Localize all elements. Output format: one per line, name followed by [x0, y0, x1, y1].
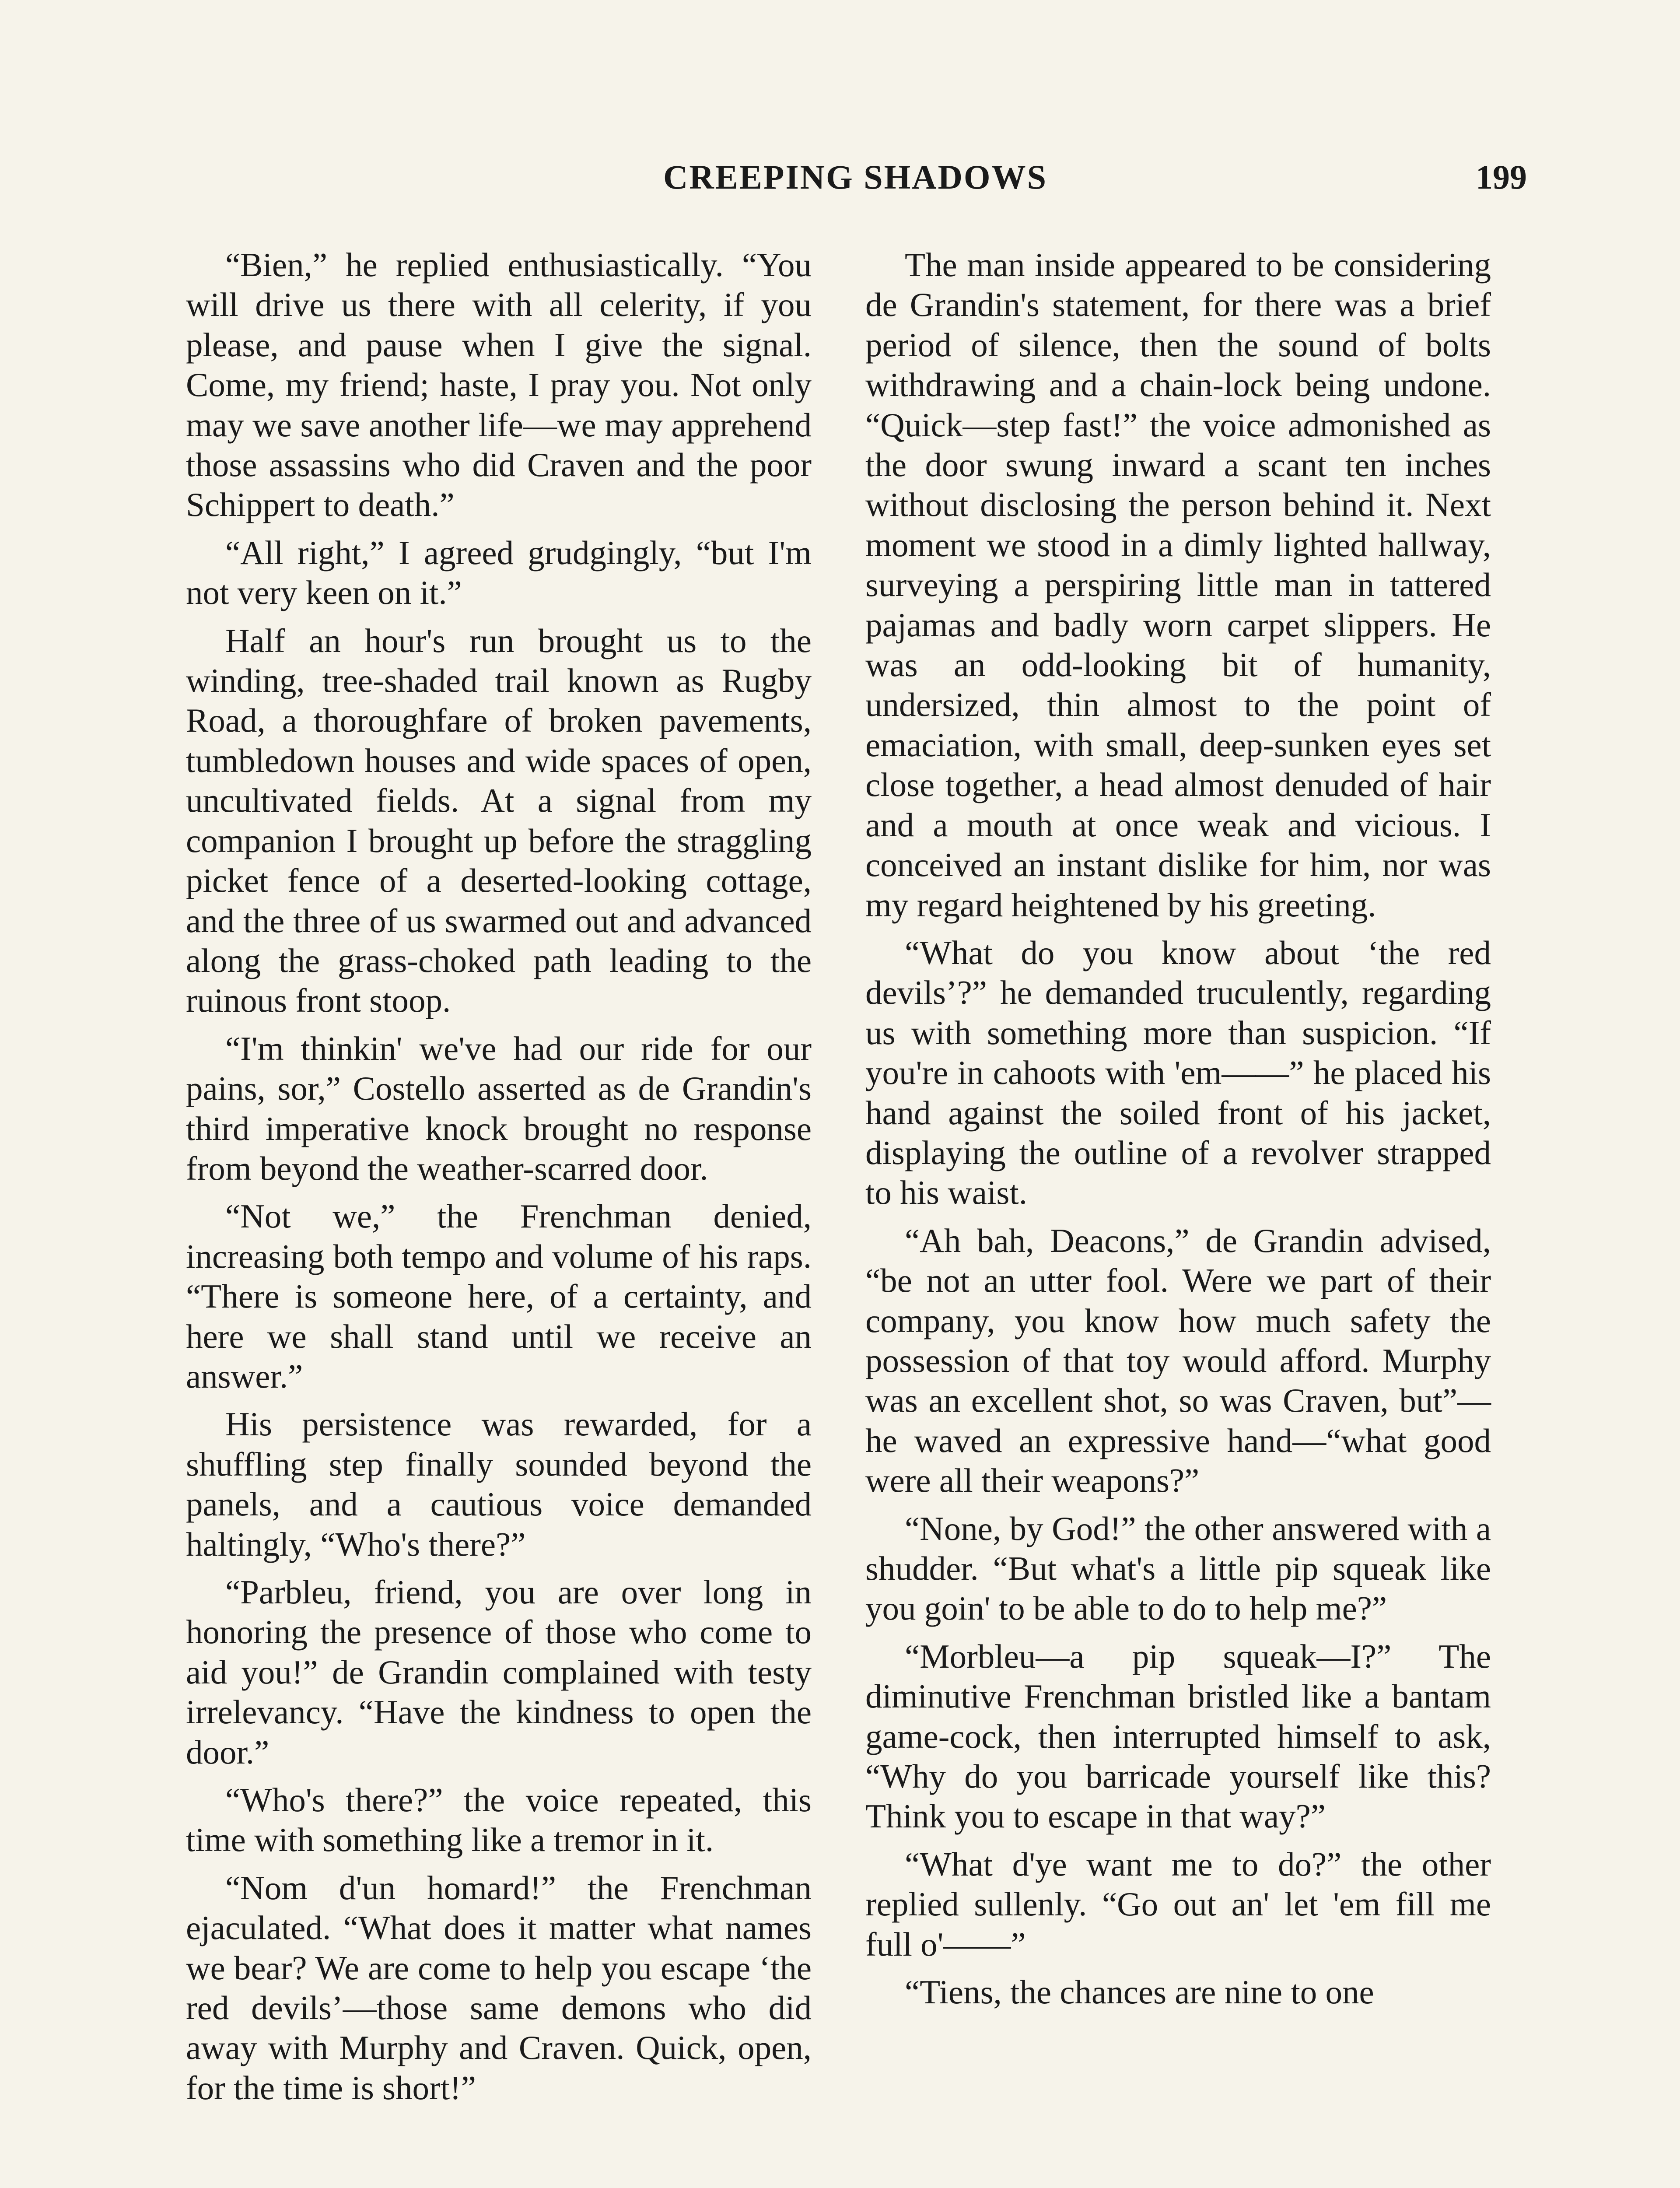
paragraph: “What do you know about ‘the red devils’?” he demanded truculently, regarding us with something more than suspicion. “If you're in cahoots with 'em——” he placed his hand against the soiled front of his jacket, displaying the outline of a revolver strapped to his waist. — [865, 933, 1491, 1212]
paragraph: “Morbleu—a pip squeak—I?” The diminutive Frenchman bristled like a bantam game-cock, then interrupted himself to ask, “Why do you barricade yourself like this? Think you to escape in that way?” — [865, 1637, 1491, 1835]
right-column — [865, 245, 1491, 2020]
paragraph: “Parbleu, friend, you are over long in honoring the presence of those who come to aid you!” de Grandin complained with testy irrelevancy. “Have the kindness to open the door.” — [186, 1573, 812, 1771]
paragraph: “What d'ye want me to do?” the other replied sullenly. “Go out an' let 'em fill me full o'——” — [865, 1845, 1491, 1963]
running-header — [184, 158, 1527, 206]
paragraph: “Ah bah, Deacons,” de Grandin advised, “be not an utter fool. Were we part of their company, you know how much safety the possession of that toy would afford. Murphy was an excellent shot, so was Craven, but”—he waved an expressive hand—“what good were all their weapons?” — [865, 1221, 1491, 1500]
paragraph: His persistence was rewarded, for a shuffling step finally sounded beyond the panels, and a cautious voice demanded haltingly, “Who's there?” — [186, 1405, 812, 1563]
running-title: CREEPING SHADOWS — [663, 158, 1047, 196]
paragraph: “Bien,” he replied enthusiastically. “You will drive us there with all celerity, if you please, and pause when I give the signal. Come, my friend; haste, I pray you. Not only may we save another life—we may apprehend those assassins who did Craven and the poor Schippert to death.” — [186, 246, 812, 524]
paragraph: “Nom d'un homard!” the Frenchman ejaculated. “What does it matter what names we bear? We are come to help you escape ‘the red devils’—those same demons who did away with Murphy and Craven. Quick, open, for the time is short!” — [186, 1869, 812, 2107]
paragraph: “Who's there?” the voice repeated, this time with something like a tremor in it. — [186, 1781, 812, 1859]
paragraph: “Not we,” the Frenchman denied, increasing both tempo and volume of his raps. “There is someone here, of a certainty, and here we shall stand until we receive an answer.” — [186, 1197, 812, 1395]
paragraph: “I'm thinkin' we've had our ride for our pains, sor,” Costello asserted as de Grandin's third imperative knock brought no response from beyond the weather-scarred door. — [186, 1029, 812, 1187]
paragraph: The man inside appeared to be considering de Grandin's statement, for there was a brief period of silence, then the sound of bolts withdrawing and a chain-lock being undone. “Quick—step fast!” the voice admonished as the door swung inward a scant ten inches without disclosing the person behind it. Next moment we stood in a dimly lighted hallway, surveying a perspiring little man in tattered pajamas and badly worn carpet slippers. He was an odd-looking bit of humanity, undersized, thin almost to the point of emaciation, with small, deep-sunken eyes set close together, a head almost denuded of hair and a mouth at once weak and vicious. I conceived an instant dislike for him, nor was my regard heightened by his greeting. — [865, 246, 1491, 924]
paragraph: “None, by God!” the other answered with a shudder. “But what's a little pip squeak like you goin' to be able to do to help me?” — [865, 1509, 1491, 1627]
paragraph: “Tiens, the chances are nine to one — [905, 1973, 1374, 2011]
left-column — [186, 245, 812, 2116]
page-number: 199 — [1476, 158, 1527, 196]
paragraph: “All right,” I agreed grudgingly, “but I'm not very keen on it.” — [186, 533, 812, 612]
paragraph: Half an hour's run brought us to the winding, tree-shaded trail known as Rugby Road, a thoroughfare of broken pavements, tumbledown houses and wide spaces of open, uncultivated fields. At a signal from my companion I brought up before the straggling picket fence of a deserted-looking cottage, and the three of us swarmed out and advanced along the grass-choked path leading to the ruinous front stoop. — [186, 621, 812, 1020]
